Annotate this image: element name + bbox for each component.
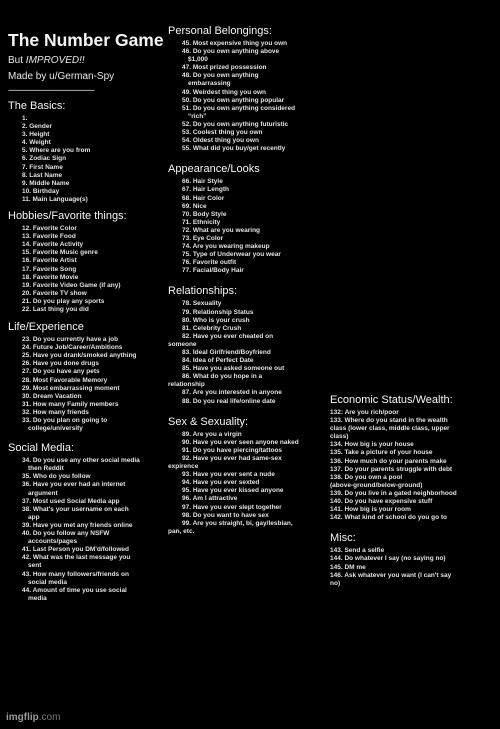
list-item: 91. Do you have piercing/tattoos [182,446,283,454]
list-item: 21. Do you play any sports [22,297,105,305]
page-title: The Number Game [8,30,164,50]
list-item: 43. How many followers/friends on [22,570,129,578]
list-item: 145. DM me [330,563,366,571]
list-item: 144. Do whatever I say (no saying no) [330,555,446,563]
list-item: 3. Height [22,131,50,139]
list-item: 27. Do you have any pets [22,368,100,376]
list-item: 17. Favorite Song [22,265,77,273]
section-heading-relationships: Relationships: [168,285,238,298]
list-item: “rich” [188,112,207,120]
list-item: 83. Ideal Girlfriend/Boyfriend [182,349,271,356]
list-item: 45. Most expensive thing you own [182,40,288,47]
list-item: 51. Do you own anything considered [182,104,296,112]
list-item: 79. Relationship Status [182,308,254,316]
list-item: 96. Am I attractive [182,495,238,503]
list-item: class) [330,433,349,441]
list-item: 12. Favorite Color [22,225,77,233]
list-item: 55. What did you buy/get recently [182,145,286,153]
list-item: 98. Do you want to have sex [182,511,269,519]
list-item: 136. How much do your parents make [330,457,447,465]
appearance-list [168,178,338,275]
list-item: 97. Have you ever slept together [182,503,282,511]
list-item: 137. Do your parents struggle with debt [330,465,453,473]
divider: ------------------------------------------- [8,85,94,95]
list-item: 23. Do you currently have a job [22,336,119,344]
list-item: 133. Where do you stand in the wealth [330,417,448,425]
list-item: 76. Favorite outfit [182,259,237,267]
list-item: 71. Ethnicity [182,218,221,226]
list-item: 30. Dream Vacation [22,392,82,400]
social-list [8,457,166,603]
economic-list [330,409,496,522]
list-item: 22. Last thing you did [22,305,89,313]
list-item: 92. Have you ever had same-sex [182,454,282,462]
list-item: 6. Zodiac Sign [22,155,67,163]
list-item: 5. Where are you from [22,147,91,155]
list-item: 87. Are you interested in anyone [182,389,282,397]
list-item: app [28,513,40,521]
list-item: 77. Facial/Body Hair [182,267,244,275]
list-item: 80. Who is your crush [182,316,250,324]
list-item: 24. Future Job/Career/Ambitions [22,344,123,352]
list-item: $1,000 [188,56,208,64]
list-item: 78. Sexuality [182,300,222,308]
hobbies-list [8,225,166,314]
list-item: 39. Have you met any friends online [22,521,133,529]
list-item: 50. Do you own anything popular [182,96,285,104]
section-heading-appearance: Appearance/Looks [168,163,260,176]
list-item: (above-ground/below-ground) [330,481,423,489]
list-item: 25. Have you drank/smoked anything [22,352,137,360]
section-heading-life: Life/Experience [8,321,84,334]
list-item: 28. Most Favorable Memory [22,376,108,384]
list-item: 141. How big is your room [330,506,411,514]
list-item: college/university [28,425,83,433]
life-list [8,336,166,433]
list-item: 20. Favorite TV show [22,289,87,297]
list-item: 40. Do you follow any NSFW [22,530,110,538]
list-item: 69. Nice [182,202,207,210]
section-heading-hobbies: Hobbies/Favorite things: [8,210,127,223]
list-item: social media [28,578,68,586]
list-item: 35. Who do you follow [22,473,91,481]
list-item: 44. Amount of time you use social [22,586,127,594]
section-heading-misc: Misc: [330,532,356,545]
list-item: 37. Most used Social Media app [22,497,120,505]
list-item: 139. Do you live in a gated neighborhood [330,489,457,497]
belongings-list [168,40,338,153]
section-heading-basics: The Basics: [8,100,66,112]
list-item: 68. Hair Color [182,194,225,202]
list-item: 36. Have you ever had an internet [22,481,126,489]
section-heading-sex: Sex & Sexuality: [168,415,249,428]
list-item: 52. Do you own anything futuristic [182,120,289,128]
list-item: 99. Are you straight, bi, gay/lesbian, [182,519,293,527]
list-item: 90. Have you ever seen anyone naked [182,438,299,446]
list-item: 46. Do you own anything above [182,48,280,56]
list-item: 140. Do you have expensive stuff [330,498,433,506]
list-item: 1. [22,115,28,122]
credit: Made by u/German-Spy [8,71,115,82]
list-item: relationship [168,381,205,389]
list-item: 75. Type of Underwear you wear [182,251,281,259]
column-right [330,0,496,588]
list-item: 2. Gender [22,123,52,131]
list-item: 19. Favorite Video Game (if any) [22,281,121,289]
list-item: 73. Eye Color [182,234,224,242]
list-item: class (lower class, middle class, upper [330,425,450,433]
list-item: 33. Do you plan on going to [22,417,108,424]
list-item: 67. Hair Length [182,186,229,194]
list-item: 8. Last Name [22,171,63,179]
list-item: then Reddit [28,465,64,473]
list-item: 41. Last Person you DM'd/followed [22,546,130,554]
list-item: 14. Favorite Activity [22,241,84,249]
list-item: accounts/pages [28,538,78,546]
list-item: 81. Celebrity Crush [182,324,242,332]
list-item: 88. Do you real life/online date [182,397,276,405]
misc-list [330,547,496,587]
list-item: 38. What's your username on each [22,505,129,513]
section-heading-belongings: Personal Belongings: [168,25,272,37]
list-item: 7. First Name [22,163,63,171]
list-item: 132: Are you rich/poor [330,409,399,416]
list-item: 34. Do you use any other social media [22,457,140,465]
list-item: 47. Most prized possession [182,64,267,72]
list-item: 16. Favorite Artist [22,257,77,265]
list-item: expirence [168,463,199,471]
list-item: 15. Favorite Music genre [22,249,98,257]
list-item: 84. Idea of Perfect Date [182,357,254,365]
list-item: 10. Birthday [22,187,60,195]
sex-list [168,431,338,536]
column-middle [168,0,338,536]
list-item: 93. Have you ever sent a nude [182,471,275,479]
list-item: 146. Ask whatever you want (I can't say [330,571,452,579]
list-item: 32. How many friends [22,408,89,416]
relationships-list [168,300,338,405]
list-item: 74. Are you wearing makeup [182,243,270,251]
list-item: 134. How big is your house [330,441,414,449]
list-item: 72. What are you wearing [182,226,261,234]
subtitle: But IMPROVED!! [8,55,85,66]
list-item: 18. Favorite Movie [22,273,79,281]
list-item: 54. Oldest thing you own [182,137,259,145]
list-item: 135. Take a picture of your house [330,449,433,457]
list-item: 95. Have you ever kissed anyone [182,487,284,495]
list-item: 82. Have you ever cheated on [182,332,274,340]
subtitle-emphasis: IMPROVED!! [25,55,85,66]
list-item: 94. Have you ever sexted [182,479,260,487]
list-item: embarrassing [188,80,231,88]
list-item: sent [28,562,42,570]
list-item: 9. Middle Name [22,179,70,187]
list-item: 48. Do you own anything [182,72,259,80]
list-item: 143. Send a selfie [330,547,385,555]
list-item: 31. How many Family members [22,400,119,408]
list-item: media [28,594,47,602]
list-item: argument [28,489,58,497]
list-item: 49. Weirdest thing you own [182,88,267,96]
list-item: 42. What was the last message you [22,554,131,562]
basics-list [8,115,166,204]
list-item: 53. Coolest thing you own [182,129,263,137]
section-heading-social: Social Media: [8,442,75,455]
section-heading-economic: Economic Status/Wealth: [330,394,453,406]
list-item: 26. Have you done drugs [22,360,99,368]
list-item: 70. Body Style [182,210,227,218]
list-item: 11. Main Language(s) [22,195,88,203]
list-item: someone [168,340,197,348]
list-item: 89. Are you a virgin [182,430,242,438]
column-left [8,0,166,603]
list-item: no) [330,579,341,587]
list-item: 86. What do you hope in a [182,373,263,381]
list-item: 29. Most embarrassing moment [22,384,120,392]
list-item: 142. What kind of school do you go to [330,514,447,522]
watermark: imgflip.com [6,712,61,723]
list-item: 85. Have you asked someone out [182,365,285,373]
list-item: pan, etc. [168,527,195,535]
list-item: 66. Hair Style [182,178,223,186]
list-item: 13. Favorite Food [22,233,76,241]
list-item: 138. Do you own a pool [330,473,403,481]
list-item: 4. Weight [22,139,51,147]
